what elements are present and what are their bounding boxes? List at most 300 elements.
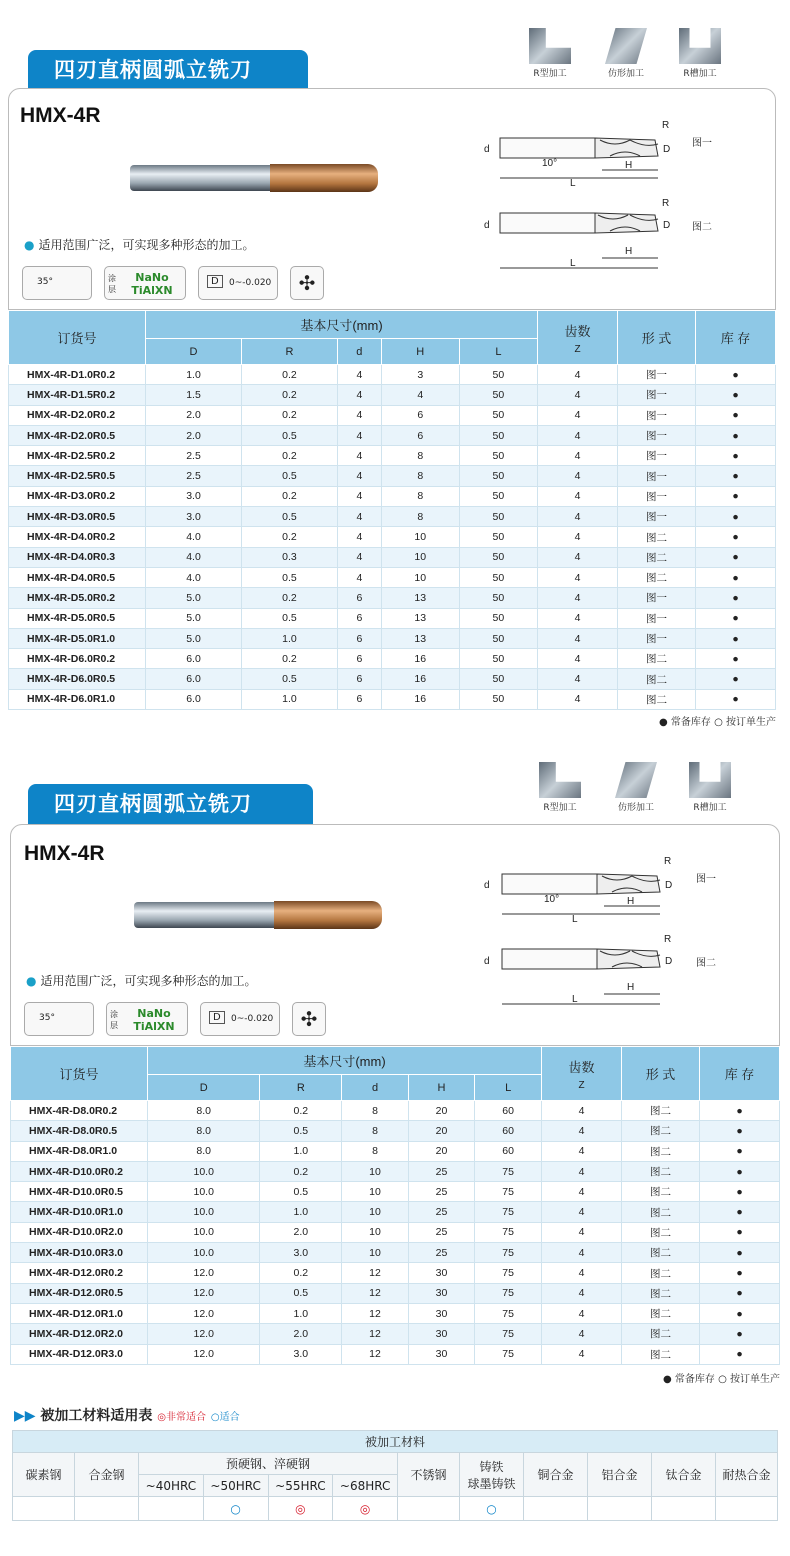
table-cell: 13	[381, 608, 459, 628]
table-cell: 12.0	[148, 1303, 260, 1323]
table-cell: 50	[459, 567, 537, 587]
table-cell: 4	[538, 446, 618, 466]
table-cell: 10.0	[148, 1222, 260, 1242]
table-cell: 图一	[618, 466, 696, 486]
table-cell: 0.2	[241, 649, 337, 669]
col-basic: 基本尺寸(mm)	[146, 311, 538, 339]
table-cell: ●	[696, 628, 776, 648]
order-code: HMX-4R-D2.0R0.5	[9, 425, 146, 445]
table-cell: 8	[342, 1141, 408, 1161]
table-cell: 4	[337, 365, 381, 385]
material-mark	[139, 1497, 204, 1521]
table-row	[11, 1324, 780, 1344]
table-cell: ●	[700, 1161, 780, 1181]
table-cell: 4	[542, 1283, 622, 1303]
table-cell: 6	[337, 608, 381, 628]
table-cell: ●	[700, 1101, 780, 1121]
order-code: HMX-4R-D1.5R0.2	[9, 385, 146, 405]
table-cell: 30	[408, 1303, 474, 1323]
table-cell: 75	[475, 1243, 542, 1263]
table-cell: 50	[459, 689, 537, 709]
table-cell: 4	[542, 1141, 622, 1161]
table-cell: 3.0	[260, 1344, 342, 1364]
table-cell: 0.2	[260, 1161, 342, 1181]
order-code: HMX-4R-D12.0R0.5	[11, 1283, 148, 1303]
table-cell: 图一	[618, 608, 696, 628]
table-cell: 16	[381, 669, 459, 689]
table-cell: ●	[700, 1263, 780, 1283]
op-r-slot-2: R槽加工	[680, 762, 740, 813]
table-cell: ●	[696, 405, 776, 425]
table-cell: 30	[408, 1344, 474, 1364]
table-cell: ●	[700, 1202, 780, 1222]
table-cell: 4	[542, 1161, 622, 1181]
table-cell: 13	[381, 628, 459, 648]
table-cell: ●	[696, 486, 776, 506]
material-mark	[75, 1497, 139, 1521]
table-cell: 图二	[622, 1182, 700, 1202]
table-cell: 10.0	[148, 1182, 260, 1202]
svg-text:图二: 图二	[696, 958, 716, 969]
op-r-type: R型加工	[520, 28, 580, 79]
table-cell: ●	[696, 425, 776, 445]
svg-text:H: H	[627, 982, 635, 993]
table-cell: 4	[337, 446, 381, 466]
op-r-type-2: R型加工	[530, 762, 590, 813]
table-cell: ●	[696, 466, 776, 486]
table-cell: 8.0	[148, 1121, 260, 1141]
table-cell: 4	[542, 1263, 622, 1283]
table-row	[11, 1283, 780, 1303]
table-cell: 4	[538, 649, 618, 669]
table-row	[11, 1141, 780, 1161]
profile-icon	[605, 28, 647, 64]
table-row	[9, 567, 776, 587]
order-code: HMX-4R-D5.0R0.5	[9, 608, 146, 628]
material-mark: ○	[203, 1497, 268, 1521]
table-cell: 图二	[622, 1141, 700, 1161]
materials-row	[13, 1497, 778, 1521]
table-cell: 6.0	[146, 669, 242, 689]
table-cell: 2.0	[146, 425, 242, 445]
table-cell: 50	[459, 608, 537, 628]
table-row	[11, 1161, 780, 1181]
table-cell: 4	[538, 466, 618, 486]
table-cell: 25	[408, 1222, 474, 1242]
order-code: HMX-4R-D4.0R0.5	[9, 567, 146, 587]
table-cell: 10	[342, 1222, 408, 1242]
table-cell: 1.0	[260, 1303, 342, 1323]
profile-icon	[615, 762, 657, 798]
table-cell: 图一	[618, 486, 696, 506]
table-cell: 0.5	[241, 669, 337, 689]
col-teeth: 齿数 Z	[538, 311, 618, 365]
table-row	[9, 405, 776, 425]
legend-1: ● 常备库存 ○ 按订单生产	[659, 717, 776, 728]
table-cell: 16	[381, 689, 459, 709]
dim-R-2: R	[662, 198, 670, 209]
badges	[22, 266, 342, 300]
table-cell: 25	[408, 1161, 474, 1181]
table-cell: 4	[538, 365, 618, 385]
table-cell: ●	[696, 507, 776, 527]
table-cell: 1.0	[260, 1141, 342, 1161]
table-cell: 3	[381, 365, 459, 385]
svg-text:图一: 图一	[696, 874, 716, 885]
table-row	[9, 466, 776, 486]
table-cell: 25	[408, 1202, 474, 1222]
coating-badge: 涂层 NaNo TiAlXN	[104, 266, 186, 300]
table-cell: 图二	[618, 547, 696, 567]
order-code: HMX-4R-D2.5R0.5	[9, 466, 146, 486]
table-row	[11, 1222, 780, 1242]
table-cell: ●	[700, 1303, 780, 1323]
table-cell: 30	[408, 1283, 474, 1303]
table-cell: 10.0	[148, 1202, 260, 1222]
table-row	[9, 446, 776, 466]
table-cell: 图一	[618, 628, 696, 648]
table-cell: 0.2	[241, 446, 337, 466]
order-code: HMX-4R-D2.5R0.2	[9, 446, 146, 466]
table-cell: 图一	[618, 405, 696, 425]
table-cell: 12	[342, 1263, 408, 1283]
table-row	[11, 1182, 780, 1202]
badges-2	[24, 1002, 344, 1036]
dim-H-2: H	[625, 246, 633, 257]
table-cell: 图二	[622, 1283, 700, 1303]
materials-title: ▶▶ 被加工材料适用表 ◎非常适合 ○适合	[14, 1408, 240, 1424]
table-cell: 图二	[622, 1243, 700, 1263]
table-cell: 0.5	[241, 425, 337, 445]
svg-text:R: R	[664, 856, 672, 867]
table-cell: 10	[381, 547, 459, 567]
table-cell: 6	[337, 669, 381, 689]
table-cell: 2.5	[146, 446, 242, 466]
table-cell: 4	[542, 1344, 622, 1364]
table-cell: 4	[337, 405, 381, 425]
dim-R: R	[662, 120, 670, 131]
page-title: 四刃直柄圆弧立铣刀	[28, 50, 308, 90]
table-cell: 0.2	[241, 365, 337, 385]
table-cell: 0.2	[260, 1263, 342, 1283]
table-cell: 50	[459, 628, 537, 648]
table-cell: 16	[381, 649, 459, 669]
table-cell: 50	[459, 446, 537, 466]
tolerance-badge: D 0~-0.020	[198, 266, 278, 300]
legend-2: ● 常备库存 ○ 按订单生产	[663, 1374, 780, 1385]
table-cell: 图一	[618, 446, 696, 466]
svg-text:D: D	[665, 880, 673, 891]
svg-text:10°: 10°	[544, 894, 560, 905]
table-cell: 60	[475, 1141, 542, 1161]
table-cell: 4.0	[146, 527, 242, 547]
table-cell: 10	[342, 1243, 408, 1263]
table-cell: 0.3	[241, 547, 337, 567]
table-cell: 12	[342, 1283, 408, 1303]
table-cell: 10.0	[148, 1161, 260, 1181]
table-cell: 12	[342, 1303, 408, 1323]
table-cell: 6	[337, 649, 381, 669]
table-cell: 图二	[622, 1324, 700, 1344]
table-cell: 6	[381, 405, 459, 425]
table-row	[9, 649, 776, 669]
table-cell: 0.5	[241, 567, 337, 587]
dim-d: d	[484, 144, 490, 155]
col-stock: 库 存	[696, 311, 776, 365]
table-row	[11, 1202, 780, 1222]
table-row	[11, 1344, 780, 1364]
order-code: HMX-4R-D8.0R0.5	[11, 1121, 148, 1141]
table-cell: 50	[459, 385, 537, 405]
table-cell: 5.0	[146, 628, 242, 648]
table-cell: 8	[381, 466, 459, 486]
operation-icons	[520, 28, 760, 78]
table-cell: 图一	[618, 385, 696, 405]
material-mark	[716, 1497, 778, 1521]
table-row	[9, 588, 776, 608]
table-cell: 4	[337, 507, 381, 527]
table-cell: 10	[381, 567, 459, 587]
svg-text:L: L	[572, 994, 578, 1005]
table-cell: 0.5	[260, 1283, 342, 1303]
table-cell: ●	[700, 1141, 780, 1161]
table-cell: 75	[475, 1303, 542, 1323]
table-cell: ●	[696, 649, 776, 669]
table-row	[9, 486, 776, 506]
order-code: HMX-4R-D5.0R1.0	[9, 628, 146, 648]
table-cell: 75	[475, 1324, 542, 1344]
feature-text-2: ● 适用范围广泛，可实现多种形态的加工。	[26, 974, 257, 988]
table-cell: 4	[337, 486, 381, 506]
dim-angle: 10°	[542, 158, 558, 169]
table-cell: 4	[337, 527, 381, 547]
table-cell: 13	[381, 588, 459, 608]
table-row	[9, 425, 776, 445]
table-cell: 4	[542, 1121, 622, 1141]
table-cell: 4	[538, 385, 618, 405]
table-cell: 8	[381, 446, 459, 466]
material-mark	[588, 1497, 652, 1521]
table-cell: 4	[538, 507, 618, 527]
table-cell: ●	[696, 608, 776, 628]
table-cell: 10	[342, 1202, 408, 1222]
table-row	[9, 669, 776, 689]
table-cell: 50	[459, 466, 537, 486]
table-cell: 10	[381, 527, 459, 547]
material-mark	[524, 1497, 588, 1521]
table-cell: 75	[475, 1202, 542, 1222]
table-cell: 图二	[622, 1202, 700, 1222]
table-cell: 3.0	[146, 486, 242, 506]
table-cell: 4	[538, 588, 618, 608]
table-cell: 50	[459, 588, 537, 608]
table-cell: 1.0	[146, 365, 242, 385]
table-cell: 1.0	[260, 1202, 342, 1222]
order-code: HMX-4R-D6.0R0.5	[9, 669, 146, 689]
table-cell: 75	[475, 1182, 542, 1202]
fig2-label: 图二	[692, 222, 712, 233]
table-cell: 图二	[622, 1263, 700, 1283]
table-cell: 4	[337, 425, 381, 445]
model-name: HMX-4R	[20, 104, 101, 127]
table-cell: 8	[342, 1121, 408, 1141]
dim-d-2: d	[484, 220, 490, 231]
table-cell: ●	[696, 547, 776, 567]
material-mark	[652, 1497, 716, 1521]
table-cell: 8.0	[148, 1141, 260, 1161]
dim-L-2: L	[570, 258, 576, 269]
col-code: 订货号	[9, 311, 146, 365]
table-cell: 10	[342, 1182, 408, 1202]
table-cell: 60	[475, 1101, 542, 1121]
table-cell: ●	[696, 588, 776, 608]
table-cell: ●	[696, 567, 776, 587]
order-code: HMX-4R-D12.0R0.2	[11, 1263, 148, 1283]
table-cell: 50	[459, 649, 537, 669]
table-cell: 图一	[618, 588, 696, 608]
table-cell: 图一	[618, 507, 696, 527]
order-code: HMX-4R-D10.0R1.0	[11, 1202, 148, 1222]
table-cell: 4	[542, 1222, 622, 1242]
r-slot-icon	[679, 28, 721, 64]
table-cell: 4	[542, 1303, 622, 1323]
table-cell: 2.0	[260, 1324, 342, 1344]
table-cell: 4.0	[146, 547, 242, 567]
tolerance-badge: D 0~-0.020	[200, 1002, 280, 1036]
svg-text:d: d	[484, 956, 490, 967]
dim-L: L	[570, 178, 576, 189]
table-cell: 25	[408, 1243, 474, 1263]
order-code: HMX-4R-D5.0R0.2	[9, 588, 146, 608]
table-row	[9, 507, 776, 527]
table-cell: 2.0	[146, 405, 242, 425]
table-cell: 12.0	[148, 1324, 260, 1344]
angle-badge: 35°	[24, 1002, 94, 1036]
r-slot-icon	[689, 762, 731, 798]
table-row	[9, 385, 776, 405]
table-cell: 50	[459, 425, 537, 445]
tool-image	[130, 163, 380, 193]
table-cell: ●	[696, 689, 776, 709]
table-cell: 8	[381, 507, 459, 527]
table-cell: 4	[337, 547, 381, 567]
coating-badge: 涂层 NaNo TiAlXN	[106, 1002, 188, 1036]
table-cell: 12	[342, 1324, 408, 1344]
table-cell: ●	[696, 385, 776, 405]
order-code: HMX-4R-D10.0R0.2	[11, 1161, 148, 1181]
spec-rows-2	[11, 1101, 780, 1365]
order-code: HMX-4R-D10.0R0.5	[11, 1182, 148, 1202]
dim-D-2: D	[663, 220, 671, 231]
table-cell: 5.0	[146, 588, 242, 608]
table-cell: 10.0	[148, 1243, 260, 1263]
table-cell: 0.5	[260, 1182, 342, 1202]
table-cell: 4.0	[146, 567, 242, 587]
table-cell: 4	[542, 1243, 622, 1263]
table-cell: 2.0	[260, 1222, 342, 1242]
table-cell: 3.0	[260, 1243, 342, 1263]
order-code: HMX-4R-D2.0R0.2	[9, 405, 146, 425]
table-cell: 6	[381, 425, 459, 445]
material-mark: ◎	[268, 1497, 333, 1521]
arrow-icon: ▶▶	[14, 1408, 36, 1424]
table-cell: 4	[337, 385, 381, 405]
order-code: HMX-4R-D12.0R3.0	[11, 1344, 148, 1364]
table-cell: 8	[342, 1101, 408, 1121]
table-cell: 4	[538, 567, 618, 587]
table-cell: 1.0	[241, 689, 337, 709]
table-cell: 2.5	[146, 466, 242, 486]
table-cell: 图二	[618, 689, 696, 709]
table-cell: 30	[408, 1263, 474, 1283]
table-cell: 6	[337, 628, 381, 648]
table-cell: 8.0	[148, 1101, 260, 1121]
table-cell: ●	[696, 669, 776, 689]
material-mark	[398, 1497, 460, 1521]
table-cell: 12	[342, 1344, 408, 1364]
svg-text:R: R	[664, 934, 672, 945]
table-cell: 0.5	[241, 608, 337, 628]
table-cell: 0.2	[241, 527, 337, 547]
order-code: HMX-4R-D3.0R0.2	[9, 486, 146, 506]
table-cell: 图二	[622, 1222, 700, 1242]
table-cell: 6	[337, 689, 381, 709]
table-cell: 50	[459, 365, 537, 385]
table-cell: 4	[381, 385, 459, 405]
table-cell: 图二	[618, 567, 696, 587]
materials-table: 被加工材料 碳素钢 合金钢 预硬钢、淬硬钢 不锈钢 铸铁 球墨铸铁 铜合金 铝合金 钛合金 耐热合金 ~40HRC ~50HRC ~55HRC ~68HRC ○ ◎ ◎ ○	[12, 1430, 778, 1521]
table-cell: 50	[459, 669, 537, 689]
table-row	[9, 365, 776, 385]
table-row	[9, 608, 776, 628]
dim-H: H	[625, 160, 633, 171]
table-cell: 1.5	[146, 385, 242, 405]
table-cell: 4	[542, 1101, 622, 1121]
table-cell: 图一	[618, 425, 696, 445]
flutes-icon: ✣	[292, 1002, 326, 1036]
table-cell: 20	[408, 1101, 474, 1121]
table-cell: 4	[538, 547, 618, 567]
table-cell: 图二	[618, 649, 696, 669]
table-row	[11, 1303, 780, 1323]
table-cell: ●	[700, 1222, 780, 1242]
order-code: HMX-4R-D10.0R2.0	[11, 1222, 148, 1242]
table-cell: 6.0	[146, 689, 242, 709]
table-cell: 图二	[622, 1161, 700, 1181]
table-cell: 10	[342, 1161, 408, 1181]
table-cell: 8	[381, 486, 459, 506]
table-row	[11, 1101, 780, 1121]
table-cell: 75	[475, 1222, 542, 1242]
table-cell: 图二	[618, 669, 696, 689]
order-code: HMX-4R-D3.0R0.5	[9, 507, 146, 527]
tool-image-2	[134, 900, 384, 930]
table-cell: 4	[337, 466, 381, 486]
table-cell: 3.0	[146, 507, 242, 527]
table-cell: ●	[700, 1324, 780, 1344]
table-cell: 图二	[622, 1344, 700, 1364]
table-cell: 4	[542, 1202, 622, 1222]
table-cell: 图二	[618, 527, 696, 547]
table-cell: 1.0	[241, 628, 337, 648]
r-type-icon	[529, 28, 571, 64]
table-cell: 50	[459, 405, 537, 425]
table-cell: 50	[459, 527, 537, 547]
table-cell: 0.2	[241, 385, 337, 405]
order-code: HMX-4R-D8.0R1.0	[11, 1141, 148, 1161]
svg-text:L: L	[572, 914, 578, 925]
material-mark: ○	[460, 1497, 524, 1521]
